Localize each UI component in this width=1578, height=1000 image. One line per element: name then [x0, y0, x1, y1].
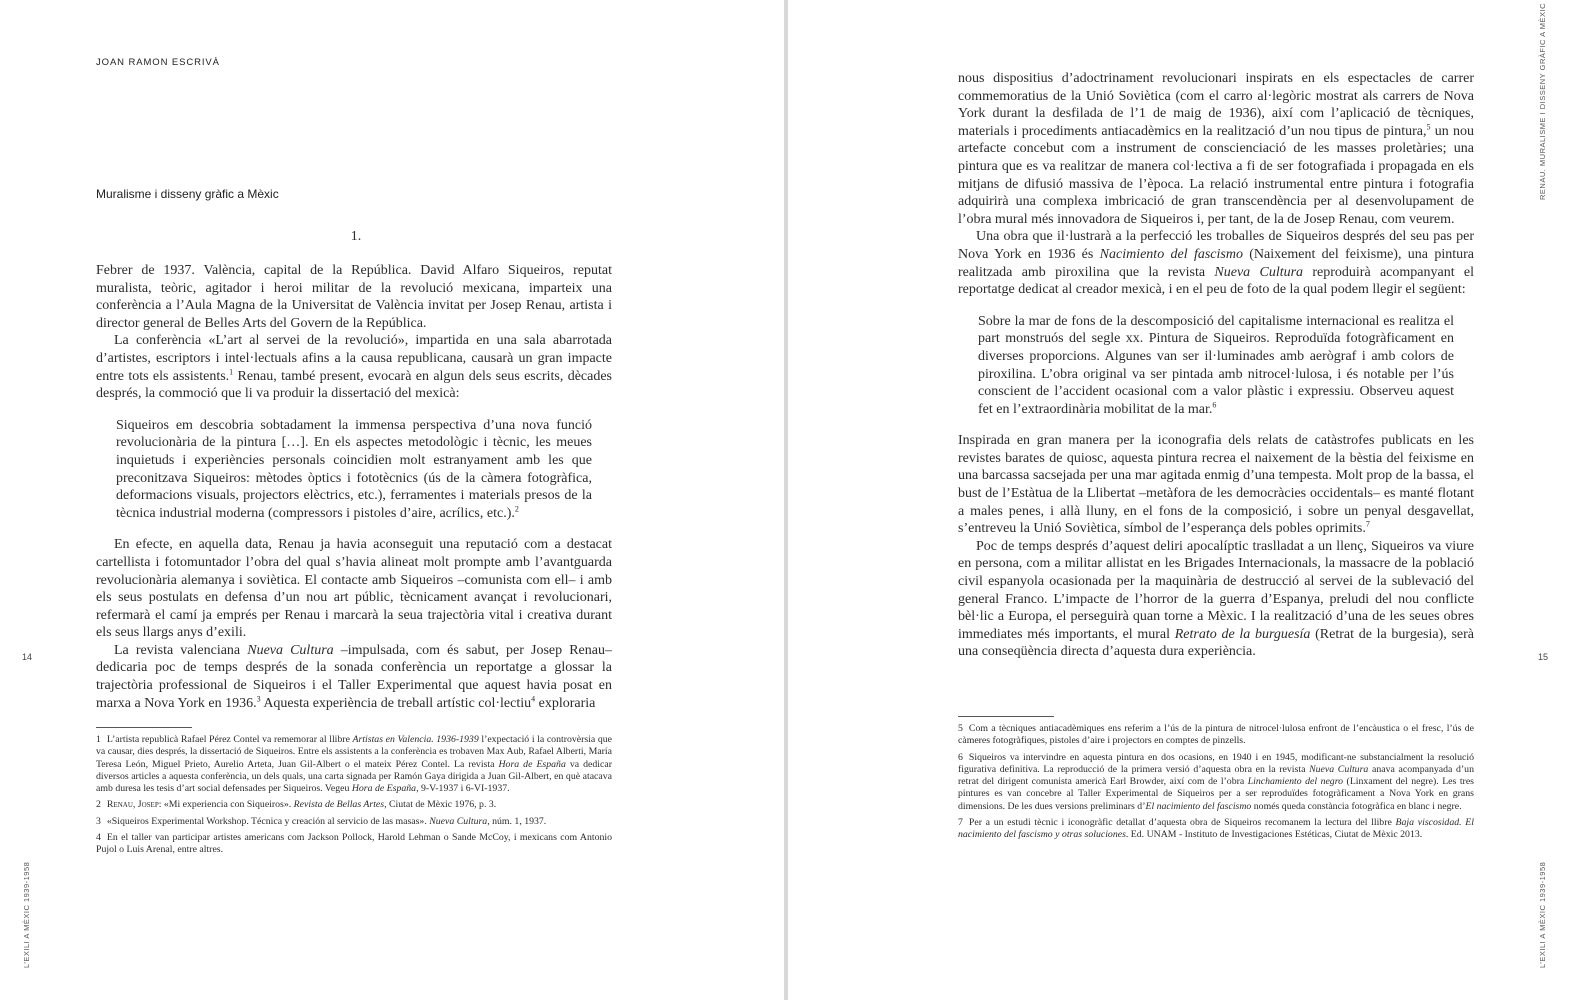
footnote-rule [96, 727, 192, 728]
footnote-ref[interactable]: 3 [256, 694, 261, 703]
footnote-rule [958, 716, 1054, 717]
vertical-book-title: L’EXILI A MÈXIC 1939-1958 [22, 861, 31, 968]
paragraph: Febrer de 1937. València, capital de la República. David Alfaro Siqueiros, reputat muralista, teòric, agitador i heroi militar de la revolució mexicana, imparteix una conferència a l’Aula Magna de la Universitat de València invitat per Josep Renau, artista i director general de Belles Arts del Govern de la República. [96, 263, 612, 331]
footnote: 3 «Siqueiros Experimental Workshop. Técnica y creación al servicio de las masas». Nueva Cultura, núm. 1, 1937. [96, 815, 547, 827]
footnote: 2 Renau, Josep: «Mi experiencia con Siqueiros». Revista de Bellas Artes, Ciutat de Mèxic 1976, p. 3. [96, 799, 497, 811]
footnote: 1 L’artista republicà Rafael Pérez Contel va rememorar al llibre Artistas en Valencia. 1936-1939 l’expectació i la controvèrsia que va causar, dies després, la dissertació de Siqueiros. Entre els assistents a la conferència es trobaven Max Aub, Rafael Alberti, María Teresa León, Miguel Prieto, Aurelio Arteta, Juan Gil-Albert o el mateix Pérez Contel. La revista Hora de España va dedicar diversos articles a aquesta conferència, un dels quals, una carta signada per Ramón Gaya dirigida a Juan Gil-Albert, en què atacava amb duresa les tesis d’art social defensades per Siqueiros. Vegeu Hora de España, 9-V-1937 i 6-VI-1937. [96, 734, 613, 795]
right-page [788, 0, 1578, 1000]
vertical-running-title: RENAU. MURALISME I DISSENY GRÀFIC A MÈXIC [1538, 2, 1547, 200]
paragraph: En efecte, en aquella data, Renau ja havia aconseguit una reputació com a destacat cartellista i fotomuntador l’obra del qual s’havia alineat molt prompte amb l’avantguarda revolucionària alemanya i soviètica. El contacte amb Siqueiros –comunista com ell– i amb els seus postulats en defensa d’un nou art públic, tècnicament avançat i revolucionari, refermarà el camí ja emprés per Renau i marcarà la seua trajectòria vital i creativa durant els seus llargs anys d’exili. [96, 537, 612, 641]
paragraph: Poc de temps després d’aquest deliri apocalíptic traslladat a un llenç, Siqueiros va viure en persona, com a militar allistat en les Brigades Internacionals, la massacre de la població civil espanyola ocasionada per la maquinària de destrucció al servei de la sublevació del general Franco. L’impacte de l’horror de la guerra d’Espanya, preludi del nou conflicte bèl·lic a Europa, el perseguirà quan torne a Mèxic. I la realització d’una de les seues obres immediates més importants, el mural Retrato de la burguesía (Retrat de la burgesia), serà una conseqüència directa d’aquesta dura experiència. [958, 538, 1475, 660]
footnote: 6 Siqueiros va intervindre en aquesta pintura en dos ocasions, en 1940 i en 1945, modificant-ne substancialment la resolució figurativa definitiva. La reproducció de la primera versió d’aquesta obra en la revista Nueva Cultura anava acompanyada d’un retrat del dirigent comunista americà Earl Browder, així com de l’obra Linchamiento del negro (Linxament del negre). Les tres pintures es van concebre al Taller Experimental de Siqueiros per a ser reproduïdes fotogràficament a Nova York en grans dimensions. De les dues versions preliminars d’El nacimiento del fascismo només queda constància fotogràfica en blanc i negre. [958, 751, 1474, 812]
footnote-ref[interactable]: 4 [531, 694, 536, 703]
footnote-ref[interactable]: 2 [514, 504, 519, 514]
footnote: 7 Per a un estudi tècnic i iconogràfic detallat d’aquesta obra de Siqueiros recomanem la lectura del llibre Baja viscosidad. El nacimiento del fascismo y otras soluciones. Ed. UNAM - Instituto de Investigaciones Estéticas, Ciutat de Mèxic 2013. [958, 817, 1474, 841]
left-body-text [96, 262, 612, 712]
paragraph: Una obra que il·lustrarà a la perfecció les troballes de Siqueiros després del seu pas per Nova York en 1936 és Nacimiento del fascismo (Naixement del feixisme), una pintura realitzada amb piroxilina que la revista Nueva Cultura reproduirà acompanyant el reportatge dedicat al creador mexicà, i en el peu de foto de la qual podem llegir el següent: [958, 229, 1474, 298]
section-heading: Muralisme i disseny gràfic a Mèxic [96, 187, 279, 201]
left-footnotes [96, 734, 612, 861]
left-page [0, 0, 784, 1000]
right-footnotes [958, 723, 1474, 846]
section-number: 1. [350, 229, 362, 244]
footnote: 5 Com a tècniques antiacadèmiques ens referim a l’ús de la pintura de nitrocel·lulosa enfront de l’encàustica o el fresc, l’ús de càmeres fotogràfiques, pistoles d’aire i projectors en comptes de pinzells. [958, 723, 1474, 747]
right-body-text [958, 70, 1474, 661]
footnote-ref[interactable]: 7 [1365, 519, 1370, 529]
block-quote: Sobre la mar de fons de la descomposició del capitalisme internacional es realitza el part monstruós del segle xx. Pintura de Siqueiros. Reproduïda fotogràficament en diverses proporcions. Algunes van ser il·luminades amb aerògraf i amb colors de piroxilina. L’obra original va ser pintada amb nitrocel·lulosa, i és notable per l’ús conscient de l’accident ocasional com a valor plàstic i expressiu. Observeu aquest fet en l’extraordinària mobilitat de la mar.$^6$ [978, 313, 1454, 417]
paragraph: La revista valenciana Nueva Cultura –impulsada, com és sabut, per Josep Renau– dedicaria poc de temps després de la sonada conferència un reportatge a glossar la trajectòria professional de Siqueiros i el Taller Experimental que aquest havia posat en marxa a Nova York en 1936.$^3$ Aquesta experiència de treball artístic col·lectiu$^4$ exploraria [96, 642, 612, 711]
running-head-author: JOAN RAMON ESCRIVÀ [96, 57, 220, 68]
page-number: 14 [22, 652, 33, 662]
page-number: 15 [1538, 652, 1549, 662]
paragraph: Inspirada en gran manera per la iconografia dels relats de catàstrofes publicats en les revistes barates de quiosc, aquesta pintura recrea el naixement de la bèstia del feixisme en una barcassa sacsejada per una mar agitada enmig d’una tempesta. Molt prop de la bassa, el bust de l’Estàtua de la Llibertat –metàfora de les democràcies occidentals– es manté flotant a males penes, i allà lluny, en el fons de la composició, i sobre un penyal desgavellat, s’entreveu la Unió Soviètica, símbol de l’esperança dels pobles oprimits.$^7$ [958, 433, 1474, 537]
vertical-book-title: L’EXILI A MÈXIC 1939-1958 [1538, 861, 1547, 968]
footnote-ref[interactable]: 1 [229, 366, 234, 376]
footnote-ref[interactable]: 6 [1212, 400, 1217, 410]
block-quote: Siqueiros em descobria sobtadament la immensa perspectiva d’una nova funció revolucionària de la pintura […]. En els aspectes metodològic i tècnic, les meues inquietuds i experiències personals coincidien molt estranyament amb les que preconitzava Siqueiros: mètodes òptics i fototècnics (ús de la càmera fotogràfica, deformacions visuals, projectors elèctrics, etc.), ferramentes i materials presos de la tècnica industrial moderna (compressors i pistoles d’aire, acrílics, etc.).$^2$ [116, 417, 592, 521]
paragraph: La conferència «L’art al servei de la revolució», impartida en una sala abarrotada d’artistes, escriptors i intel·lectuals afins a la causa republicana, causarà un gran impacte entre tots els assistents.$^1$ Renau, també present, evocarà en algun dels seus escrits, dècades després, la commoció que li va produir la dissertació del mexicà: [96, 333, 613, 402]
paragraph: nous dispositius d’adoctrinament revolucionari inspirats en els espectacles de carrer commemoratius de la Unió Soviètica (com el carro al·legòric mostrat als carrers de Nova York durant la desfilada de l’1 de maig de 1936), així com l’aplicació de tècniques, materials i procediments antiacadèmics en la realització d’un nou tipus de pintura,$^5$ un nou artefacte concebut com a instrument de conscienciació de les masses proletàries; una pintura que es va realitzar de manera col·lectiva a fi de ser fotografiada i propagada en els mitjans de difusió massiva de l’època. La relació instrumental entre pintura i fotografia adquirirà una complexa imbricació de gran transcendència per al desenvolupament de l’obra mural més innovadora de Siqueiros i, per tant, de la de Josep Renau, com veurem. [958, 71, 1475, 227]
footnote-ref[interactable]: 5 [1426, 122, 1431, 132]
footnote: 4 En el taller van participar artistes americans com Jackson Pollock, Harold Lehman o Sande McCoy, i mexicans com Antonio Pujol o Luis Arenal, entre altres. [96, 832, 612, 856]
